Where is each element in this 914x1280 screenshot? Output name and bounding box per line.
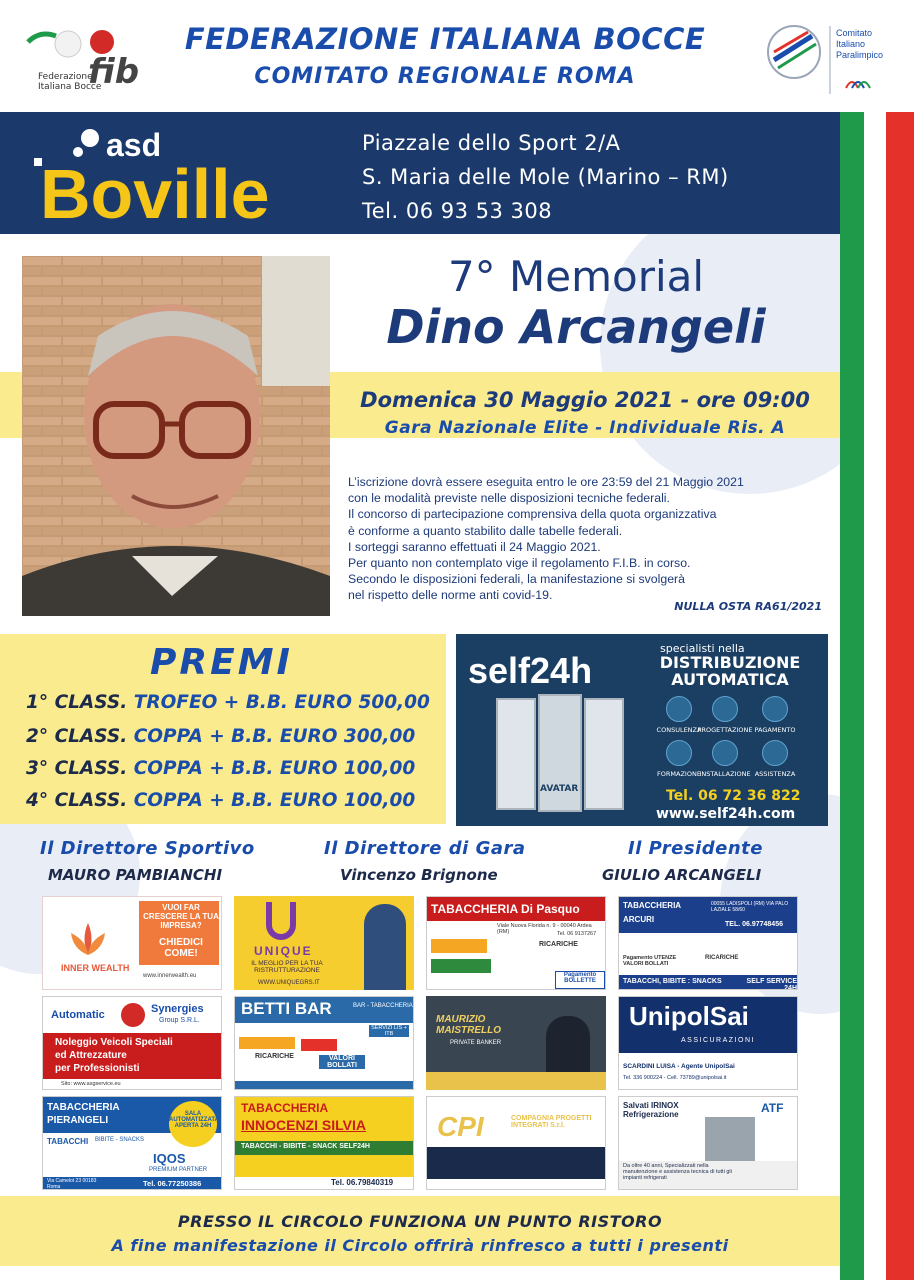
prize-1: 1° CLASS. TROFEO + B.B. EURO 500,00 xyxy=(26,692,430,713)
memorial-edition: 7° Memorial xyxy=(447,252,705,301)
lotus-icon xyxy=(61,919,115,959)
prize-2: 2° CLASS. COPPA + B.B. EURO 300,00 xyxy=(26,726,416,747)
service-label: ASSISTENZA xyxy=(754,770,796,778)
sponsor-phone: Tel. 06.79840319 xyxy=(331,1178,394,1187)
sponsor-irinox xyxy=(618,1096,798,1190)
sponsor-pierangeli xyxy=(42,1096,222,1190)
vending-machine-3 xyxy=(584,698,624,810)
sponsor-name: TABACCHERIA xyxy=(241,1101,329,1115)
sponsor-label: RICARICHE xyxy=(539,941,578,948)
assistenza-icon xyxy=(762,740,788,766)
sponsor-name-c: Group S.R.L. xyxy=(159,1017,200,1024)
cip-caption: Comitato Italiano Paralimpico xyxy=(836,28,884,60)
flag-stripe-red xyxy=(886,112,914,1280)
sponsor-footer: Da oltre 40 anni, Specializzati nella manutenzione e assistenza tecnica di tutti gli impianti refrigerati xyxy=(623,1163,732,1181)
official-role-1: Il Direttore Sportivo xyxy=(40,838,255,859)
sponsor-line: ed Attrezzature xyxy=(55,1050,127,1061)
official-name-3: GIULIO ARCANGELI xyxy=(602,866,762,884)
sponsor-betti-bar xyxy=(234,996,414,1090)
sponsor-label: RICARICHE xyxy=(255,1053,294,1060)
sponsor-label: BIBITE - SNACKS xyxy=(95,1137,145,1143)
sponsor-name: Salvati IRINOX Refrigerazione xyxy=(623,1101,679,1119)
sponsor-service: Pagamento UTENZE VALORI BOLLATI xyxy=(623,955,677,967)
pagamento-icon xyxy=(762,696,788,722)
memorial-photo xyxy=(22,256,330,616)
svg-text:Boville: Boville xyxy=(40,155,270,226)
sponsor-innocenzi xyxy=(234,1096,414,1190)
official-role-3: Il Presidente xyxy=(628,838,763,859)
svg-text:asd: asd xyxy=(106,127,162,163)
sponsor-address: Via Camelot 23 00183 Roma xyxy=(47,1178,97,1190)
self24h-ad xyxy=(456,634,828,826)
sponsor-label: RICARICHE xyxy=(705,955,739,961)
sponsor-role: PRIVATE BANKER xyxy=(450,1040,502,1046)
sponsor-line: Noleggio Veicoli Speciali xyxy=(55,1037,173,1048)
sponsor-tagline: IL MEGLIO PER LA TUA RISTRUTTURAZIONE xyxy=(251,960,323,974)
sponsor-name: TABACCHERIA ARCURI xyxy=(623,901,681,924)
bottom-notice-2: A fine manifestazione il Circolo offrirà rinfresco a tutti i presenti xyxy=(111,1236,729,1255)
prize-3: 3° CLASS. COPPA + B.B. EURO 100,00 xyxy=(26,758,416,779)
sponsor-web: www.innerwealth.eu xyxy=(143,973,197,979)
club-address: Piazzale dello Sport 2/A S. Maria delle Mole (Marino – RM) Tel. 06 93 53 308 xyxy=(362,131,729,223)
sponsor-name-2: INNOCENZI SILVIA xyxy=(241,1117,366,1133)
sponsor-phone: Tel. 336 900224 - Cell. 73789@unipolsai.it xyxy=(623,1075,727,1081)
installazione-icon xyxy=(712,740,738,766)
sponsor-web: Sito: www.asgservice.eu xyxy=(61,1081,121,1087)
sponsor-address: 00055 LADISPOLI (RM) VIA PALO LAZIALE 58/60 xyxy=(711,901,789,913)
vending-machine-1 xyxy=(496,698,536,810)
formazione-icon xyxy=(666,740,692,766)
bottom-notice-1: PRESSO IL CIRCOLO FUNZIONA UN PUNTO RISTORO xyxy=(177,1212,663,1231)
sponsor-name: MAURIZIO MAISTRELLO xyxy=(436,1014,501,1036)
self24h-headline: DISTRIBUZIONE AUTOMATICA xyxy=(659,653,801,689)
sponsor-web: WWW.UNIQUEGRS.IT xyxy=(258,980,320,986)
sponsor-label: TABACCHI xyxy=(47,1137,89,1146)
official-role-2: Il Direttore di Gara xyxy=(324,838,526,859)
person-image xyxy=(546,1016,590,1074)
service-label: INSTALLAZIONE xyxy=(699,770,751,778)
sponsor-maistrello xyxy=(426,996,606,1090)
self24h-web: www.self24h.com xyxy=(656,806,796,822)
sponsor-line: TABACCHI - BIBITE - SNACK SELF24H xyxy=(241,1143,370,1150)
prize-4: 4° CLASS. COPPA + B.B. EURO 100,00 xyxy=(26,790,416,811)
sponsor-cpi xyxy=(426,1096,606,1190)
service-label: PROGETTAZIONE xyxy=(697,726,753,734)
sponsor-unique xyxy=(234,896,414,990)
sponsor-tagline: BAR - TABACCHERIA xyxy=(353,1003,413,1009)
fib-mark: fib xyxy=(88,52,140,92)
sponsor-name: TABACCHERIA PIERANGELI xyxy=(47,1102,120,1126)
sponsor-footer: TABACCHI, BIBITE : SNACKS xyxy=(623,978,722,985)
sponsor-service: SERVIZI LIS + ITB xyxy=(369,1025,409,1037)
sponsor-callout: CHIEDICI COME! xyxy=(159,937,203,959)
asd-boville-logo xyxy=(26,122,336,226)
service-label: PAGAMENTO xyxy=(754,726,796,734)
sponsor-fullname: COMPAGNIA PROGETTI INTEGRATI S.r.l. xyxy=(511,1115,592,1129)
machine-label: AVATAR xyxy=(540,784,579,794)
flag-stripe-white xyxy=(864,112,886,1280)
service-label: FORMAZIONE xyxy=(657,770,701,778)
sponsor-address: Viale Nuova Florida n. 9 - 00040 Ardea (RM) xyxy=(497,923,592,935)
sponsor-name: CPI xyxy=(437,1111,484,1142)
sponsor-inner-wealth xyxy=(42,896,222,990)
sponsor-name-b: Synergies xyxy=(151,1003,204,1015)
sponsor-name: INNER WEALTH xyxy=(61,963,130,973)
sponsor-phone: TEL. 06.97748456 xyxy=(725,921,783,928)
sponsor-self: SELF SERVICE 24H xyxy=(746,978,797,990)
official-name-1: MAURO PAMBIANCHI xyxy=(48,866,223,884)
sponsor-agent: SCARDINI LUISA - Agente UnipolSai xyxy=(623,1063,735,1070)
event-date: Domenica 30 Maggio 2021 - ore 09:00 xyxy=(360,388,810,412)
flag-stripe-green xyxy=(840,112,864,1280)
prizes-title: PREMI xyxy=(150,642,293,683)
memorial-name: Dino Arcangeli xyxy=(386,300,766,354)
page-title: FEDERAZIONE ITALIANA BOCCE xyxy=(184,22,706,56)
person-image xyxy=(364,904,406,990)
sponsor-di-pasquo xyxy=(426,896,606,990)
sponsor-name: BETTI BAR xyxy=(241,999,332,1018)
sponsor-synergies xyxy=(42,996,222,1090)
vending-machine-2 xyxy=(538,694,582,812)
sponsor-tagline: VUOI FAR CRESCERE LA TUA IMPRESA? xyxy=(143,903,219,930)
sponsor-name: UnipolSai xyxy=(629,1001,749,1031)
progettazione-icon xyxy=(712,696,738,722)
consulenza-icon xyxy=(666,696,692,722)
official-name-2: Vincenzo Brignone xyxy=(340,866,498,884)
unique-logo-icon xyxy=(266,902,296,940)
race-type: Gara Nazionale Elite - Individuale Ris. A xyxy=(384,418,786,438)
fib-caption: Federazione Italiana Bocce xyxy=(38,72,102,92)
synergies-logo-icon xyxy=(121,1003,145,1027)
sponsor-unipolsai xyxy=(618,996,798,1090)
page-subtitle: COMITATO REGIONALE ROMA xyxy=(254,64,636,89)
rules-text: L’iscrizione dovrà essere eseguita entro le ore 23:59 del 21 Maggio 2021 con le modalità previste nelle disposizioni tecniche federali. Il concorso di partecipazione comprensiva della quota organizzativa è conforme a quanto stabilito dalle tabelle federali. I sorteggi saranno effettuati il 24 Maggio 2021. Per quanto non contemplato vige il regolamento F.I.B. in corso. Secondo le disposizioni federali, la manifestazione si svolgerà nel rispetto delle norme anti covid-19. xyxy=(348,475,744,603)
sponsor-phone: Tel. 06.77250386 xyxy=(143,1179,202,1188)
service-label: CONSULENZA xyxy=(656,726,702,734)
sponsor-line: per Professionisti xyxy=(55,1063,140,1074)
sponsor-badge: SALA AUTOMATIZZATA APERTA 24H xyxy=(169,1101,217,1147)
sponsor-brand: IQOS xyxy=(153,1151,186,1166)
sponsor-arcuri xyxy=(618,896,798,990)
sponsor-phone: Tel. 06 9137267 xyxy=(557,931,597,937)
sponsor-brand: ATF xyxy=(761,1101,784,1115)
sponsor-brand-sub: PREMIUM PARTNER xyxy=(149,1167,208,1173)
self24h-phone: Tel. 06 72 36 822 xyxy=(666,788,801,804)
self24h-brand: self24h xyxy=(468,650,593,691)
self24h-specialists: specialisti nella xyxy=(660,642,745,655)
sponsor-name-a: Automatic xyxy=(51,1009,105,1021)
sponsor-label: VALORI BOLLATI xyxy=(319,1055,365,1069)
sponsor-name: UNIQUE xyxy=(254,944,313,958)
nulla-osta: NULLA OSTA RA61/2021 xyxy=(674,600,822,613)
sponsor-badge: Pagamento BOLLETTE xyxy=(555,971,605,989)
sponsor-name: TABACCHERIA Di Pasquo xyxy=(431,902,580,916)
bottom-band xyxy=(0,1196,840,1266)
sponsor-tagline: ASSICURAZIONI xyxy=(681,1037,755,1044)
